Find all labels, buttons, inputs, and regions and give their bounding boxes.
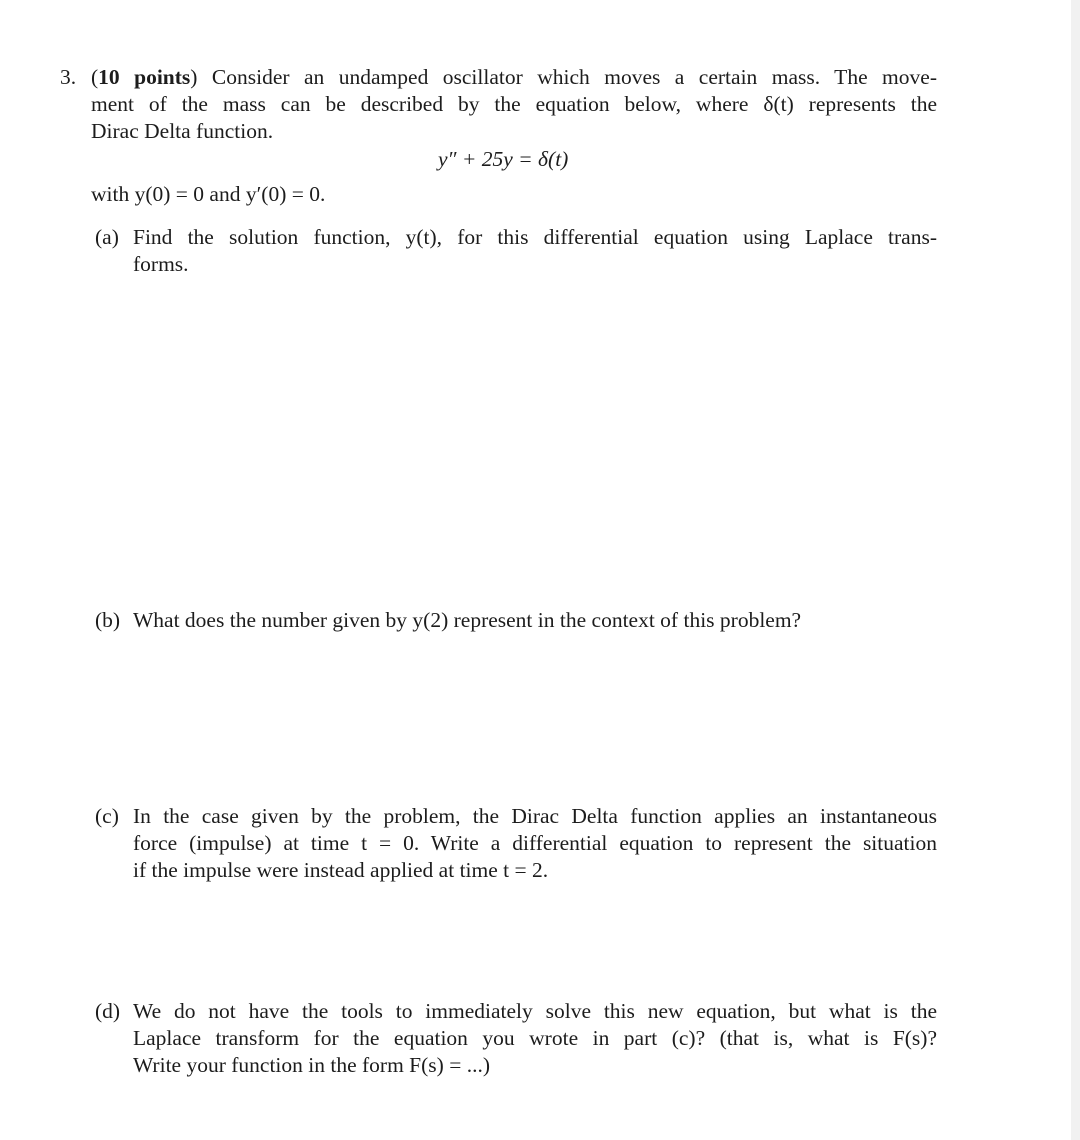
differential-equation: y″ + 25y = δ(t): [438, 147, 569, 171]
problem-intro-line-2: ment of the mass can be described by the equation below, where δ(t) represents the: [91, 92, 937, 116]
problem-intro-text: Consider an undamped oscillator which moves a certain mass. The move-: [211, 65, 937, 89]
part-d-line-2: Laplace transform for the equation you wrote in part (c)? (that is, what is F(s)?: [133, 1026, 937, 1050]
part-d-label: (d): [95, 999, 121, 1023]
problem-intro-line-3: Dirac Delta function.: [91, 119, 274, 143]
problem-number: 3.: [60, 65, 77, 89]
initial-conditions: with y(0) = 0 and y′(0) = 0.: [91, 182, 326, 206]
part-b-label: (b): [95, 608, 121, 632]
part-c-label: (c): [95, 804, 119, 828]
part-a-line-2: forms.: [133, 252, 189, 276]
part-c-line-2: force (impulse) at time t = 0. Write a differential equation to represent the situation: [133, 831, 937, 855]
part-a-label: (a): [95, 225, 119, 249]
part-b-line-1: What does the number given by y(2) represent in the context of this problem?: [133, 608, 802, 632]
part-a-line-1: Find the solution function, y(t), for this differential equation using Laplace trans-: [133, 225, 937, 249]
part-c-line-1: In the case given by the problem, the Dirac Delta function applies an instantaneous: [133, 804, 937, 828]
problem-intro-line-1: (10 points) Consider an undamped oscillator which moves a certain mass. The move-: [91, 65, 937, 89]
part-d-line-1: We do not have the tools to immediately solve this new equation, but what is the: [133, 999, 937, 1023]
part-d-line-3: Write your function in the form F(s) = ...): [133, 1053, 490, 1077]
page-edge-strip: [1071, 0, 1080, 1140]
points-label: 10 points: [98, 65, 191, 89]
part-c-line-3: if the impulse were instead applied at time t = 2.: [133, 858, 549, 882]
